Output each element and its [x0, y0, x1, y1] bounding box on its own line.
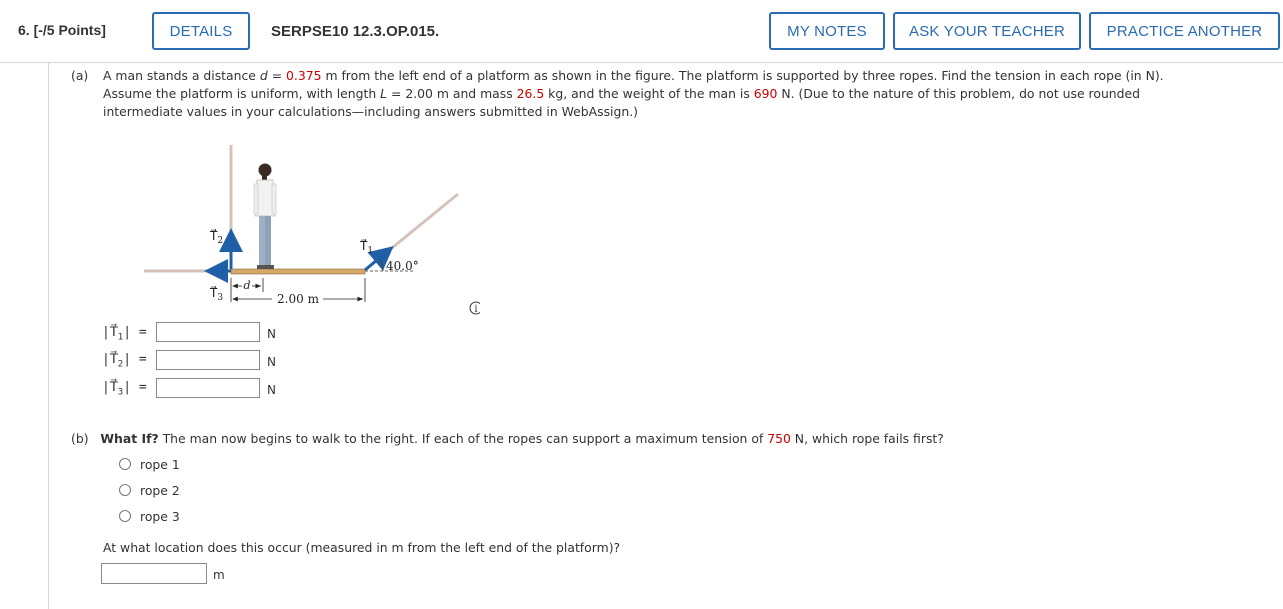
part-b-label: (b) — [71, 431, 89, 446]
rope-3-option[interactable]: rope 3 — [140, 509, 180, 524]
man-figure — [254, 164, 276, 270]
my-notes-button[interactable]: MY NOTES — [769, 12, 885, 50]
t1-answer-input[interactable] — [156, 322, 260, 342]
t3-answer-label: $|T⃗_3|$ = — [102, 380, 147, 398]
points-label: [-/5 Points] — [33, 22, 106, 38]
part-b-text: (b) What If? The man now begins to walk to the right. If each of the ropes can support a maximum tension of 750 N, which rope fails first? — [71, 431, 944, 446]
d-value: 0.375 — [286, 68, 322, 83]
info-icon[interactable] — [470, 302, 480, 315]
location-unit: m — [213, 568, 225, 582]
t1-unit: N — [267, 327, 276, 341]
part-a-line-2: Assume the platform is uniform, with length L = 2.00 m and mass 26.5 kg, and the weight of the man is 690 N. (Due to the nature of this problem, do not use rounded — [103, 86, 1141, 101]
mass-value: 26.5 — [516, 86, 545, 101]
part-a-line-1: A man stands a distance d = 0.375 m from the left end of a platform as shown in the figure. The platform is supported by three ropes. Find the tension in each rope (in N). — [103, 68, 1164, 83]
t2-answer-input[interactable] — [156, 350, 260, 370]
angle-arc — [379, 259, 383, 271]
question-header — [0, 0, 1283, 63]
rope-1-radio[interactable] — [119, 458, 131, 470]
details-button[interactable]: DETAILS — [152, 12, 250, 50]
d-dim-label: d — [243, 279, 251, 292]
t3-unit: N — [267, 383, 276, 397]
t2-label: $T⃗_2$ — [210, 229, 224, 246]
t3-label: $T⃗_3$ — [210, 286, 224, 303]
length-dim-label: 2.00 m — [277, 292, 319, 306]
max-tension-value: 750 — [767, 431, 791, 446]
svg-text:i: i — [474, 304, 478, 315]
weight-value: 690 — [753, 86, 778, 101]
part-a-line-3: intermediate values in your calculations—including answers submitted in WebAssign.) — [103, 104, 638, 119]
t3-answer-input[interactable] — [156, 378, 260, 398]
rope-2-radio[interactable] — [119, 484, 131, 496]
platform-figure — [140, 140, 480, 315]
location-input[interactable] — [101, 563, 207, 584]
practice-another-button[interactable]: PRACTICE ANOTHER — [1089, 12, 1280, 50]
rope-1-option[interactable]: rope 1 — [140, 457, 180, 472]
angle-label: 40.0° — [386, 259, 419, 273]
location-question: At what location does this occur (measured in m from the left end of the platform)? — [103, 540, 621, 555]
problem-code: SERPSE10 12.3.OP.015. — [271, 23, 440, 40]
ask-teacher-button[interactable]: ASK YOUR TEACHER — [893, 12, 1081, 50]
t1-answer-label: $|T⃗_1|$ = — [102, 325, 147, 343]
t2-unit: N — [267, 355, 276, 369]
rope-3-radio[interactable] — [119, 510, 131, 522]
rope-2-option[interactable]: rope 2 — [140, 483, 180, 498]
part-a-label: (a) — [71, 68, 89, 83]
t1-label: $T⃗_1$ — [360, 239, 374, 256]
question-number: 6. [-/5 Points] — [18, 22, 106, 38]
t2-answer-label: $|T⃗_2|$ = — [102, 352, 147, 370]
platform — [231, 269, 365, 274]
